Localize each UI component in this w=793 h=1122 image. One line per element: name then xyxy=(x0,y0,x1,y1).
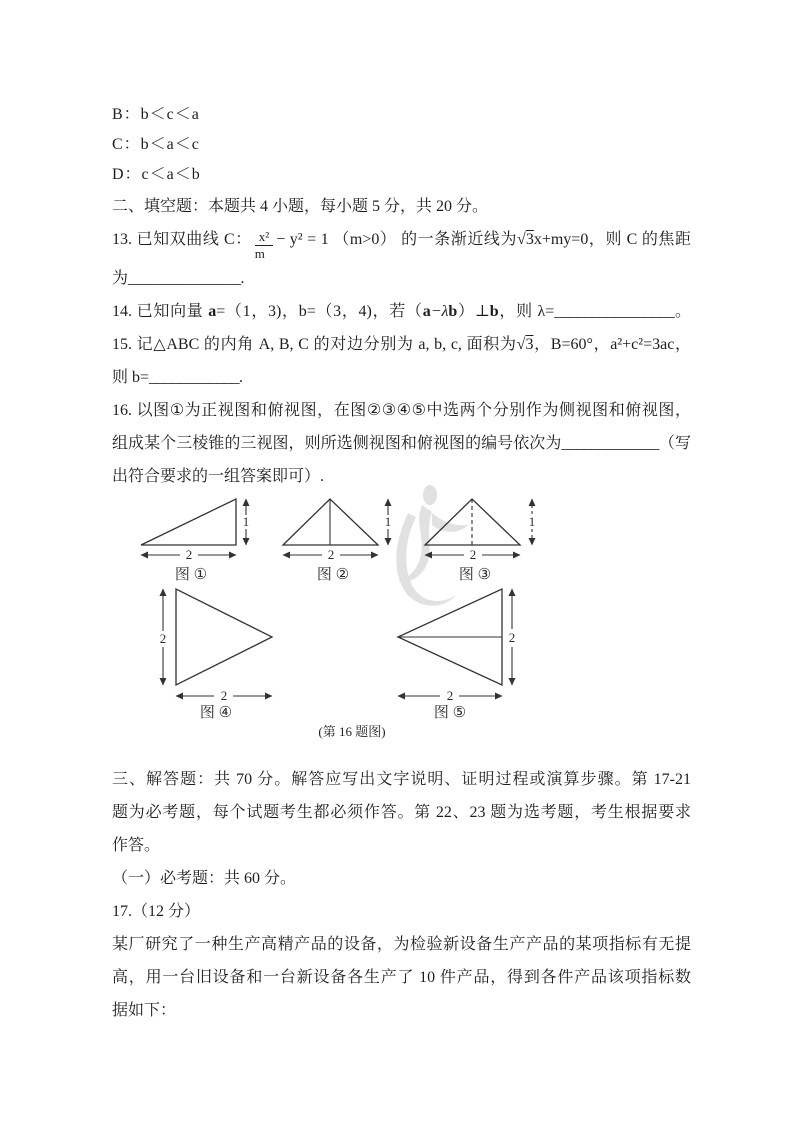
q15-line2-lead: 则 b= xyxy=(112,369,150,387)
radical-sign: √ xyxy=(517,231,526,248)
width-dim-label: 2 xyxy=(327,547,335,563)
width-dim-label: 2 xyxy=(220,688,228,704)
width-dim-label: 2 xyxy=(469,547,477,563)
q13-mid: − y² = 1 （m>0） 的一条渐近线为 xyxy=(276,231,518,248)
q13-line2 xyxy=(112,262,691,295)
sqrt-3 xyxy=(517,336,534,353)
q14-lead: 14. 已知向量 xyxy=(112,303,209,321)
fraction-x2-over-m xyxy=(255,229,273,262)
q16-line1: 16. 以图①为正视图和俯视图，在图②③④⑤中选两个分别作为侧视图和俯视图， xyxy=(112,402,691,420)
q14-p4: ，则 λ= xyxy=(498,303,555,321)
figure-2-isoceles-solid-median xyxy=(278,493,403,588)
q14-p1: =（1，3)，b=（3，4)，若（ xyxy=(216,303,423,321)
vector-a: a xyxy=(208,303,217,321)
radicand: 3 xyxy=(525,336,534,354)
height-dim-label: 2 xyxy=(508,630,516,646)
q14-tail: 。 xyxy=(674,303,691,321)
section3-line2: 题为必考题，每个试题考生都必须作答。第 22、23 题为选考题，考生根据要求 xyxy=(112,804,691,822)
q17-line3: 据如下： xyxy=(112,1002,177,1020)
figure-1-label: 图 ① xyxy=(174,567,208,584)
q13-line2-lead: 为 xyxy=(112,270,129,288)
option-c: C：b＜a＜c xyxy=(112,136,200,153)
answer-blank-13: _______________ xyxy=(128,270,241,288)
q14-p3: ）⊥ xyxy=(457,303,490,321)
q14-lambda-term: −λ xyxy=(430,303,449,321)
answer-blank-14: ________________ xyxy=(554,303,675,321)
section3-subsection: （一）必考题：共 60 分。 xyxy=(112,870,297,888)
answer-blank-15: ____________ xyxy=(149,369,240,387)
vector-b: b xyxy=(448,303,458,321)
option-b: B：b＜c＜a xyxy=(112,106,200,123)
q15-line1 xyxy=(112,328,691,361)
section3-line3: 作答。 xyxy=(112,837,161,855)
q13-line2-tail: . xyxy=(240,270,245,288)
q16-line2-tail: （写 xyxy=(658,435,691,453)
q13-lead: 13. 已知双曲线 C： xyxy=(112,231,252,248)
figure-3-label: 图 ③ xyxy=(458,567,492,584)
height-dim-label: 2 xyxy=(159,631,167,647)
height-dim-label: 1 xyxy=(528,514,536,530)
width-dim-label: 2 xyxy=(185,547,193,563)
q16-line3: 出符合要求的一组答案即可）. xyxy=(112,468,325,486)
q15-line2-tail: . xyxy=(239,369,244,387)
q16-line2-lead: 组成某个三棱锥的三视图，则所选侧视图和俯视图的编号依次为 xyxy=(112,435,562,453)
figure-5-label: 图 ⑤ xyxy=(433,705,467,722)
fraction-numerator: x² xyxy=(255,229,273,246)
fraction-denominator: m xyxy=(254,246,265,262)
width-dim-label: 2 xyxy=(446,688,454,704)
option-d: D：c＜a＜b xyxy=(112,166,201,183)
q17-heading: 17.（12 分） xyxy=(112,903,201,921)
vector-a: a xyxy=(422,303,431,321)
section3-line1: 三、解答题：共 70 分。解答应写出文字说明、证明过程或演算步骤。第 17-21 xyxy=(112,771,691,789)
q14-line xyxy=(112,295,691,328)
q16-line2 xyxy=(112,427,691,460)
figure-1-right-triangle xyxy=(136,493,261,588)
radicand: 3 xyxy=(525,231,534,248)
figure-3-isoceles-dashed-median xyxy=(420,493,545,588)
q17-line1: 某厂研究了一种生产高精产品的设备，为检验新设备生产产品的某项指标有无提 xyxy=(112,936,691,954)
height-dim-label: 1 xyxy=(242,514,250,530)
figure-2-label: 图 ② xyxy=(316,567,350,584)
q15-tail: ，B=60°，a²+c²=3ac， xyxy=(533,336,691,354)
figure-16-block xyxy=(112,493,691,751)
q17-line2: 高，用一台旧设备和一台新设备各生产了 10 件产品，得到各件产品该项指标数 xyxy=(112,969,691,987)
height-dim-label: 1 xyxy=(384,514,392,530)
q13-tail: x+my=0，则 C 的焦距 xyxy=(533,231,691,248)
q13-line1 xyxy=(112,223,691,262)
vector-b: b xyxy=(489,303,499,321)
section2-title: 二、填空题：本题共 4 小题，每小题 5 分，共 20 分。 xyxy=(112,198,489,215)
sqrt-3 xyxy=(517,231,534,248)
radical-sign: √ xyxy=(516,336,526,354)
figure-16-caption: (第 16 题图) xyxy=(318,724,386,740)
figure-5-left-pointing-triangle xyxy=(390,585,525,725)
q15-lead: 15. 记△ABC 的内角 A, B, C 的对边分别为 a, b, c, 面积为 xyxy=(112,336,517,354)
figure-4-right-pointing-triangle xyxy=(154,585,289,725)
answer-blank-16: _____________ xyxy=(561,435,659,453)
q15-line2 xyxy=(112,361,691,394)
figure-4-label: 图 ④ xyxy=(199,705,233,722)
